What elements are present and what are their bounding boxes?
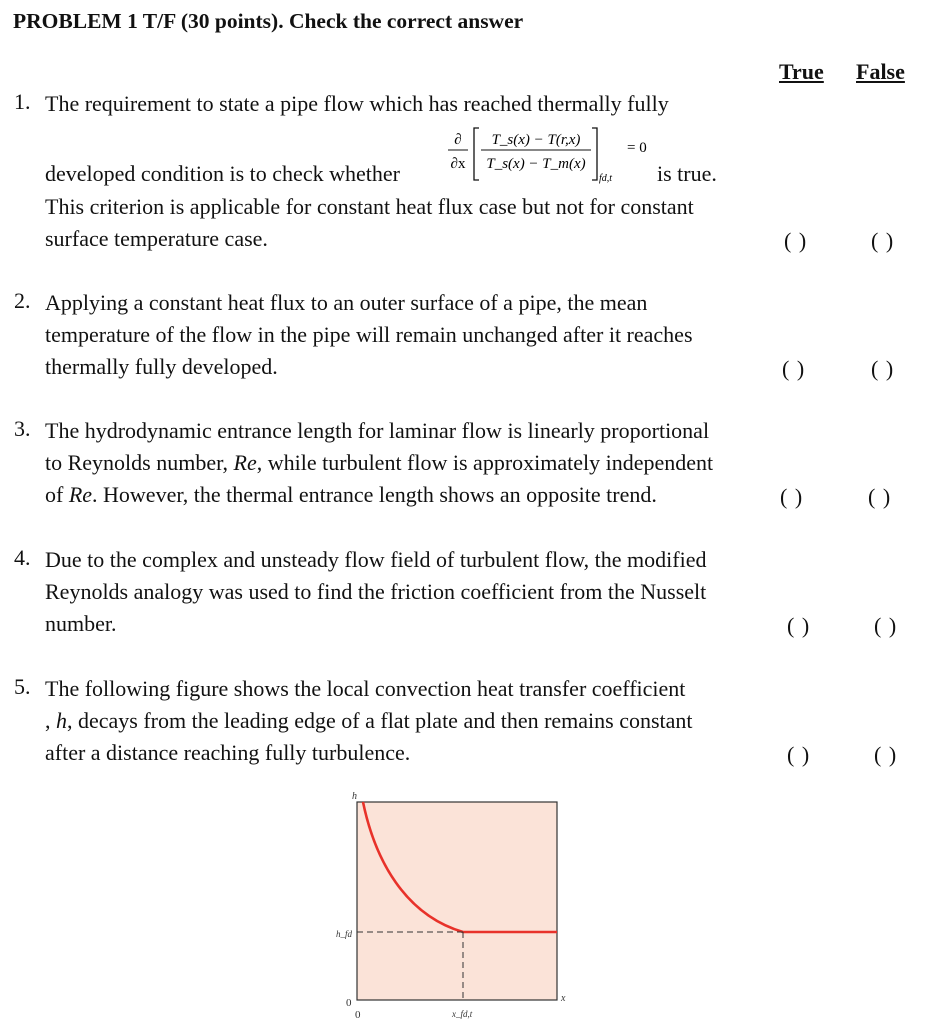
formula-numerator: T_s(x) − T(r,x)	[491, 132, 581, 148]
question-2-line-1: Applying a constant heat flux to an outer surface of a pipe, the mean	[45, 290, 648, 315]
question-1-after-formula: is true.	[657, 161, 717, 186]
question-1-number: 1.	[14, 89, 31, 114]
question-5-line-2	[45, 705, 693, 737]
question-3-number: 3.	[14, 416, 31, 441]
question-2-line-2: temperature of the flow in the pipe will remain unchanged after it reaches	[45, 322, 693, 347]
plot-area	[357, 802, 557, 1000]
question-4-number: 4.	[14, 545, 31, 570]
question-3-line-2	[45, 447, 713, 479]
question-1-line-3: This criterion is applicable for constant heat flux case but not for constant	[45, 194, 694, 219]
question-3-line-3	[45, 479, 657, 511]
question-1-line-2: developed condition is to check whether	[45, 161, 400, 186]
column-header-true: True	[779, 59, 824, 84]
formula-denominator: T_s(x) − T_m(x)	[486, 156, 586, 172]
origin-x-label: 0	[355, 1009, 361, 1021]
column-header-false: False	[856, 59, 905, 84]
question-1-true-checkbox[interactable]: ( )	[784, 228, 808, 253]
formula-partial-bottom: ∂x	[450, 156, 466, 172]
origin-y-label: 0	[346, 997, 352, 1009]
question-4-line-3: number.	[45, 611, 117, 636]
question-2-number: 2.	[14, 288, 31, 313]
question-1-false-checkbox[interactable]: ( )	[871, 228, 895, 253]
page-title: PROBLEM 1 T/F (30 points). Check the correct answer	[13, 9, 524, 33]
question-2-true-checkbox[interactable]: ( )	[782, 356, 806, 381]
formula-partial-top: ∂	[454, 132, 462, 148]
question-3-re-term-2: Re	[68, 482, 93, 507]
fully-developed-formula	[441, 124, 656, 186]
x-axis-label: x	[561, 993, 566, 1004]
question-3-line-1: The hydrodynamic entrance length for laminar flow is linearly proportional	[45, 418, 710, 443]
question-5-line-2b: , decays from the leading edge of a flat plate and then remains constant	[67, 708, 693, 733]
question-3-false-checkbox[interactable]: ( )	[868, 484, 892, 509]
question-3-line-3a: of	[45, 482, 69, 507]
question-4-line-2: Reynolds analogy was used to find the friction coefficient from the Nusselt	[45, 579, 707, 604]
question-4-false-checkbox[interactable]: ( )	[874, 613, 898, 638]
question-3-line-3b: . However, the thermal entrance length shows an opposite trend.	[92, 482, 657, 507]
y-axis-label: h	[352, 791, 357, 802]
formula-subscript: fd,t	[599, 173, 613, 184]
question-5-false-checkbox[interactable]: ( )	[874, 742, 898, 767]
question-2-false-checkbox[interactable]: ( )	[871, 356, 895, 381]
question-5-h-term: h	[56, 708, 67, 733]
question-5-line-3: after a distance reaching fully turbulence.	[45, 740, 411, 765]
question-3-re-term: Re	[233, 450, 257, 475]
question-3-line-2b: , while turbulent flow is approximately independent	[256, 450, 714, 475]
question-5-number: 5.	[14, 674, 31, 699]
question-2-line-3: thermally fully developed.	[45, 354, 278, 379]
xfd-label: x_fd,t	[452, 1009, 473, 1019]
question-4-line-1: Due to the complex and unsteady flow field of turbulent flow, the modified	[45, 547, 707, 572]
question-5-line-1: The following figure shows the local convection heat transfer coefficient	[45, 676, 686, 701]
question-3-true-checkbox[interactable]: ( )	[780, 484, 804, 509]
question-4-true-checkbox[interactable]: ( )	[787, 613, 811, 638]
question-5-line-2a: ,	[45, 708, 56, 733]
heat-transfer-coefficient-figure	[330, 785, 580, 1021]
question-5-true-checkbox[interactable]: ( )	[787, 742, 811, 767]
question-1-line-4: surface temperature case.	[45, 226, 268, 251]
question-1-line-1: The requirement to state a pipe flow which has reached thermally fully	[45, 91, 669, 116]
formula-rhs: = 0	[627, 140, 647, 156]
question-3-line-2a: to Reynolds number,	[45, 450, 234, 475]
hfd-label: h_fd	[336, 929, 353, 939]
